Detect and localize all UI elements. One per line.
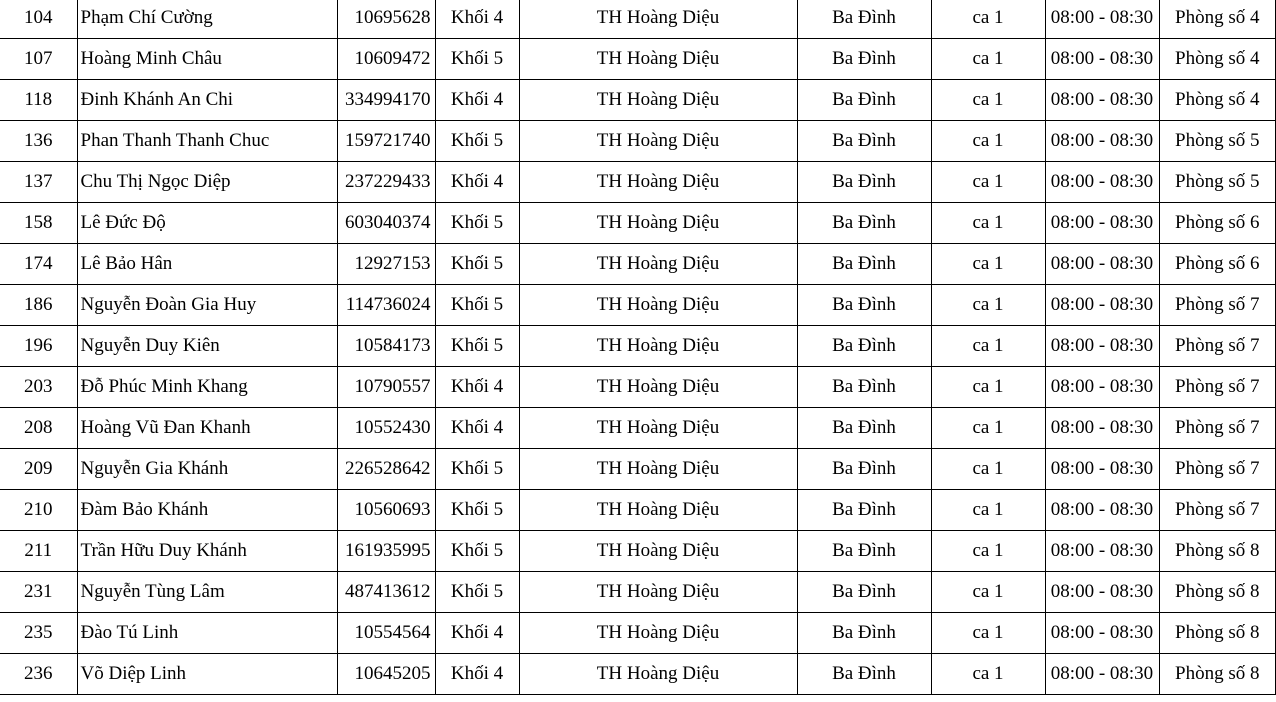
cell-school: TH Hoàng Diệu (519, 490, 797, 531)
cell-room: Phòng số 7 (1159, 449, 1276, 490)
cell-school: TH Hoàng Diệu (519, 654, 797, 695)
cell-school: TH Hoàng Diệu (519, 367, 797, 408)
cell-stt: 118 (0, 80, 77, 121)
cell-student-id: 159721740 (337, 121, 435, 162)
table-row (0, 572, 1276, 613)
cell-grade: Khối 4 (435, 162, 519, 203)
cell-stt: 104 (0, 0, 77, 39)
cell-student-name: Đào Tú Linh (77, 613, 337, 654)
table-row (0, 654, 1276, 695)
cell-district: Ba Đình (797, 121, 931, 162)
cell-student-name: Võ Diệp Linh (77, 654, 337, 695)
cell-district: Ba Đình (797, 244, 931, 285)
cell-district: Ba Đình (797, 203, 931, 244)
cell-district: Ba Đình (797, 367, 931, 408)
cell-student-id: 114736024 (337, 285, 435, 326)
cell-room: Phòng số 8 (1159, 654, 1276, 695)
cell-student-id: 603040374 (337, 203, 435, 244)
cell-student-id: 161935995 (337, 531, 435, 572)
cell-school: TH Hoàng Diệu (519, 244, 797, 285)
cell-student-id: 10695628 (337, 0, 435, 39)
cell-grade: Khối 5 (435, 449, 519, 490)
cell-grade: Khối 5 (435, 326, 519, 367)
cell-stt: 210 (0, 490, 77, 531)
table-row (0, 203, 1276, 244)
table-row (0, 490, 1276, 531)
cell-room: Phòng số 7 (1159, 408, 1276, 449)
cell-room: Phòng số 8 (1159, 572, 1276, 613)
table-row (0, 80, 1276, 121)
cell-time: 08:00 - 08:30 (1045, 244, 1159, 285)
cell-time: 08:00 - 08:30 (1045, 613, 1159, 654)
cell-grade: Khối 5 (435, 285, 519, 326)
cell-school: TH Hoàng Diệu (519, 285, 797, 326)
cell-district: Ba Đình (797, 408, 931, 449)
cell-time: 08:00 - 08:30 (1045, 531, 1159, 572)
cell-time: 08:00 - 08:30 (1045, 121, 1159, 162)
table-row (0, 531, 1276, 572)
table-row (0, 162, 1276, 203)
cell-stt: 136 (0, 121, 77, 162)
cell-shift: ca 1 (931, 531, 1045, 572)
cell-shift: ca 1 (931, 572, 1045, 613)
cell-student-id: 10609472 (337, 39, 435, 80)
cell-stt: 137 (0, 162, 77, 203)
cell-student-name: Chu Thị Ngọc Diệp (77, 162, 337, 203)
cell-student-id: 10560693 (337, 490, 435, 531)
cell-room: Phòng số 4 (1159, 39, 1276, 80)
cell-student-id: 487413612 (337, 572, 435, 613)
cell-time: 08:00 - 08:30 (1045, 326, 1159, 367)
table-row (0, 121, 1276, 162)
cell-grade: Khối 5 (435, 39, 519, 80)
cell-time: 08:00 - 08:30 (1045, 490, 1159, 531)
cell-room: Phòng số 4 (1159, 0, 1276, 39)
table-row (0, 244, 1276, 285)
cell-grade: Khối 5 (435, 121, 519, 162)
cell-school: TH Hoàng Diệu (519, 531, 797, 572)
cell-student-name: Lê Đức Độ (77, 203, 337, 244)
cell-student-name: Hoàng Minh Châu (77, 39, 337, 80)
table-row (0, 449, 1276, 490)
cell-stt: 107 (0, 39, 77, 80)
cell-grade: Khối 5 (435, 203, 519, 244)
cell-district: Ba Đình (797, 285, 931, 326)
cell-student-name: Phạm Chí Cường (77, 0, 337, 39)
cell-district: Ba Đình (797, 80, 931, 121)
cell-student-id: 226528642 (337, 449, 435, 490)
cell-shift: ca 1 (931, 285, 1045, 326)
table-row (0, 408, 1276, 449)
cell-grade: Khối 5 (435, 531, 519, 572)
cell-school: TH Hoàng Diệu (519, 162, 797, 203)
cell-room: Phòng số 5 (1159, 162, 1276, 203)
cell-time: 08:00 - 08:30 (1045, 80, 1159, 121)
cell-district: Ba Đình (797, 572, 931, 613)
cell-student-id: 10552430 (337, 408, 435, 449)
cell-shift: ca 1 (931, 80, 1045, 121)
cell-stt: 174 (0, 244, 77, 285)
table-row (0, 613, 1276, 654)
cell-room: Phòng số 6 (1159, 203, 1276, 244)
cell-district: Ba Đình (797, 0, 931, 39)
cell-time: 08:00 - 08:30 (1045, 162, 1159, 203)
cell-shift: ca 1 (931, 613, 1045, 654)
cell-district: Ba Đình (797, 326, 931, 367)
cell-room: Phòng số 7 (1159, 326, 1276, 367)
cell-stt: 196 (0, 326, 77, 367)
table-row (0, 326, 1276, 367)
cell-time: 08:00 - 08:30 (1045, 572, 1159, 613)
cell-student-id: 10554564 (337, 613, 435, 654)
table-row (0, 0, 1276, 39)
cell-shift: ca 1 (931, 162, 1045, 203)
cell-stt: 158 (0, 203, 77, 244)
cell-stt: 186 (0, 285, 77, 326)
cell-room: Phòng số 7 (1159, 367, 1276, 408)
cell-room: Phòng số 4 (1159, 80, 1276, 121)
cell-shift: ca 1 (931, 449, 1045, 490)
cell-room: Phòng số 7 (1159, 285, 1276, 326)
cell-school: TH Hoàng Diệu (519, 39, 797, 80)
cell-student-id: 10584173 (337, 326, 435, 367)
cell-student-name: Đinh Khánh An Chi (77, 80, 337, 121)
cell-student-name: Nguyễn Tùng Lâm (77, 572, 337, 613)
cell-student-name: Nguyễn Duy Kiên (77, 326, 337, 367)
cell-grade: Khối 5 (435, 244, 519, 285)
cell-student-id: 10790557 (337, 367, 435, 408)
cell-district: Ba Đình (797, 490, 931, 531)
cell-school: TH Hoàng Diệu (519, 613, 797, 654)
table-row (0, 39, 1276, 80)
cell-stt: 236 (0, 654, 77, 695)
cell-district: Ba Đình (797, 654, 931, 695)
cell-time: 08:00 - 08:30 (1045, 654, 1159, 695)
cell-stt: 203 (0, 367, 77, 408)
cell-district: Ba Đình (797, 162, 931, 203)
cell-stt: 211 (0, 531, 77, 572)
cell-shift: ca 1 (931, 408, 1045, 449)
cell-grade: Khối 5 (435, 572, 519, 613)
cell-school: TH Hoàng Diệu (519, 121, 797, 162)
cell-student-id: 12927153 (337, 244, 435, 285)
cell-grade: Khối 4 (435, 367, 519, 408)
cell-shift: ca 1 (931, 39, 1045, 80)
cell-shift: ca 1 (931, 326, 1045, 367)
cell-school: TH Hoàng Diệu (519, 203, 797, 244)
cell-grade: Khối 4 (435, 654, 519, 695)
cell-stt: 235 (0, 613, 77, 654)
cell-school: TH Hoàng Diệu (519, 326, 797, 367)
cell-school: TH Hoàng Diệu (519, 449, 797, 490)
cell-student-id: 10645205 (337, 654, 435, 695)
cell-shift: ca 1 (931, 0, 1045, 39)
cell-student-name: Phan Thanh Thanh Chuc (77, 121, 337, 162)
cell-district: Ba Đình (797, 531, 931, 572)
cell-student-name: Nguyễn Gia Khánh (77, 449, 337, 490)
cell-student-name: Lê Bảo Hân (77, 244, 337, 285)
cell-shift: ca 1 (931, 654, 1045, 695)
cell-grade: Khối 4 (435, 80, 519, 121)
cell-room: Phòng số 8 (1159, 613, 1276, 654)
cell-stt: 208 (0, 408, 77, 449)
cell-school: TH Hoàng Diệu (519, 572, 797, 613)
cell-grade: Khối 4 (435, 613, 519, 654)
cell-school: TH Hoàng Diệu (519, 408, 797, 449)
cell-student-id: 237229433 (337, 162, 435, 203)
cell-district: Ba Đình (797, 449, 931, 490)
cell-shift: ca 1 (931, 490, 1045, 531)
cell-time: 08:00 - 08:30 (1045, 39, 1159, 80)
cell-shift: ca 1 (931, 244, 1045, 285)
cell-grade: Khối 4 (435, 408, 519, 449)
cell-shift: ca 1 (931, 121, 1045, 162)
cell-grade: Khối 4 (435, 0, 519, 39)
table-row (0, 285, 1276, 326)
cell-time: 08:00 - 08:30 (1045, 367, 1159, 408)
cell-shift: ca 1 (931, 203, 1045, 244)
cell-room: Phòng số 6 (1159, 244, 1276, 285)
cell-student-name: Đàm Bảo Khánh (77, 490, 337, 531)
cell-room: Phòng số 8 (1159, 531, 1276, 572)
cell-school: TH Hoàng Diệu (519, 80, 797, 121)
cell-grade: Khối 5 (435, 490, 519, 531)
cell-stt: 209 (0, 449, 77, 490)
cell-time: 08:00 - 08:30 (1045, 203, 1159, 244)
cell-stt: 231 (0, 572, 77, 613)
cell-district: Ba Đình (797, 613, 931, 654)
table-row (0, 367, 1276, 408)
cell-time: 08:00 - 08:30 (1045, 449, 1159, 490)
cell-time: 08:00 - 08:30 (1045, 285, 1159, 326)
cell-time: 08:00 - 08:30 (1045, 0, 1159, 39)
cell-shift: ca 1 (931, 367, 1045, 408)
cell-student-name: Hoàng Vũ Đan Khanh (77, 408, 337, 449)
cell-room: Phòng số 5 (1159, 121, 1276, 162)
cell-student-name: Nguyễn Đoàn Gia Huy (77, 285, 337, 326)
cell-room: Phòng số 7 (1159, 490, 1276, 531)
cell-student-id: 334994170 (337, 80, 435, 121)
cell-student-name: Trần Hữu Duy Khánh (77, 531, 337, 572)
cell-district: Ba Đình (797, 39, 931, 80)
cell-student-name: Đỗ Phúc Minh Khang (77, 367, 337, 408)
cell-time: 08:00 - 08:30 (1045, 408, 1159, 449)
cell-school: TH Hoàng Diệu (519, 0, 797, 39)
